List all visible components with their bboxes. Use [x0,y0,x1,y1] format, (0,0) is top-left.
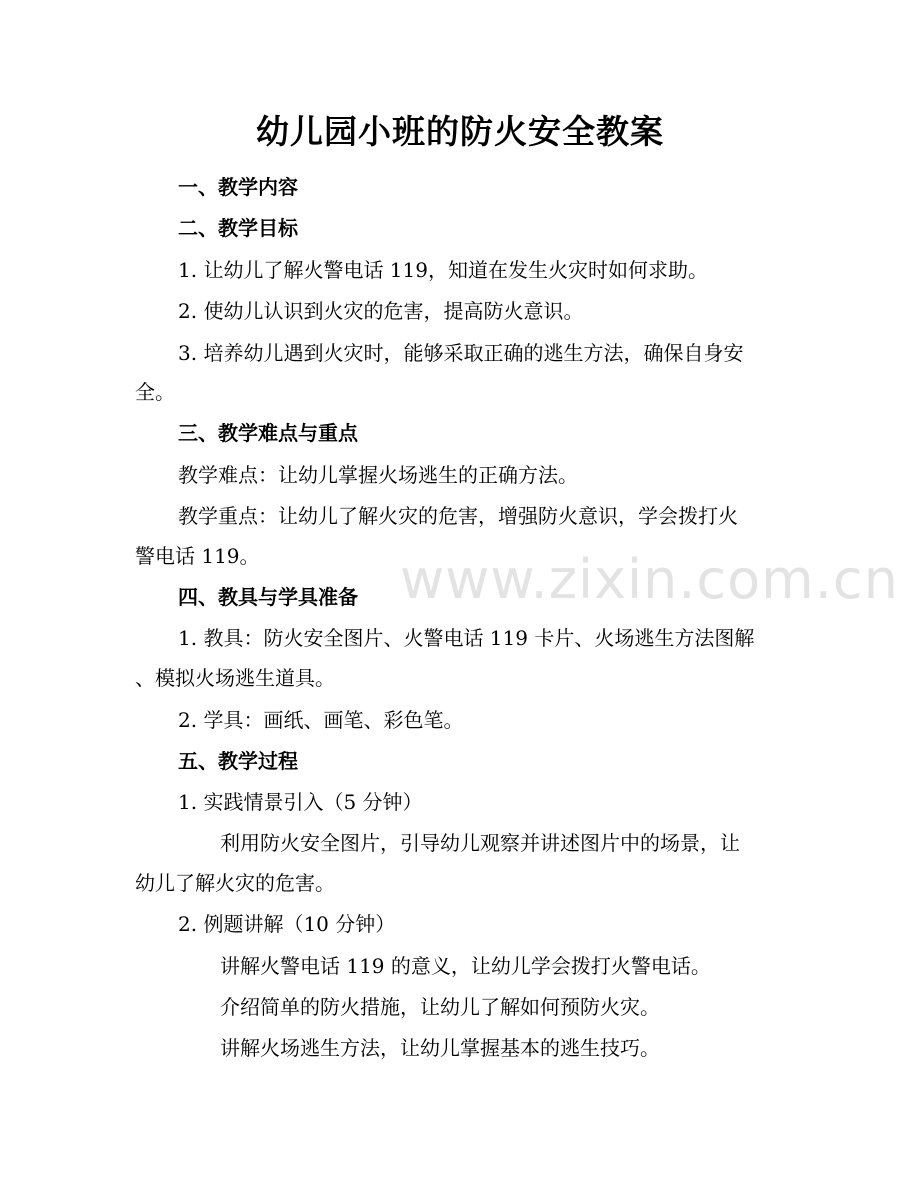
process-step-1-detail-continued: 幼儿了解火灾的危害。 [135,871,335,895]
goal-item-3-continued: 全。 [135,380,175,404]
process-step-2-detail-2: 介绍简单的防火措施，让幼儿了解如何预防火灾。 [220,995,660,1019]
difficulty-text: 教学难点：让幼儿掌握火场逃生的正确方法。 [178,463,578,487]
page-title: 幼儿园小班的防火安全教案 [256,112,664,151]
process-step-2-detail-3: 讲解火场逃生方法，让幼儿掌握基本的逃生技巧。 [220,1036,660,1060]
key-point-continued: 警电话 119。 [135,544,260,568]
goal-item-1: 1. 让幼儿了解火警电话 119，知道在发生火灾时如何求助。 [178,258,708,282]
goal-item-3: 3. 培养幼儿遇到火灾时，能够采取正确的逃生方法，确保自身安 [178,341,744,365]
process-step-1-detail: 利用防火安全图片，引导幼儿观察并讲述图片中的场景，让 [220,831,740,855]
section-heading-process: 五、教学过程 [178,749,298,773]
watermark-text: www.zixin.com.cn [400,548,899,611]
key-point-text: 教学重点：让幼儿了解火灾的危害，增强防火意识，学会拨打火 [178,504,738,528]
goal-item-2: 2. 使幼儿认识到火灾的危害，提高防火意识。 [178,299,584,323]
section-heading-goals: 二、教学目标 [178,216,298,240]
section-heading-difficulties: 三、教学难点与重点 [178,421,358,445]
section-heading-materials: 四、教具与学具准备 [178,585,358,609]
process-step-2: 2. 例题讲解（10 分钟） [178,912,396,936]
process-step-2-detail-1: 讲解火警电话 119 的意义，让幼儿学会拨打火警电话。 [220,954,711,978]
process-step-1: 1. 实践情景引入（5 分钟） [178,790,423,814]
materials-item-1-continued: 、模拟火场逃生道具。 [135,666,335,690]
materials-item-1: 1. 教具：防火安全图片、火警电话 119 卡片、火场逃生方法图解 [178,626,755,650]
materials-item-2: 2. 学具：画纸、画笔、彩色笔。 [178,708,464,732]
section-heading-content: 一、教学内容 [178,175,298,199]
